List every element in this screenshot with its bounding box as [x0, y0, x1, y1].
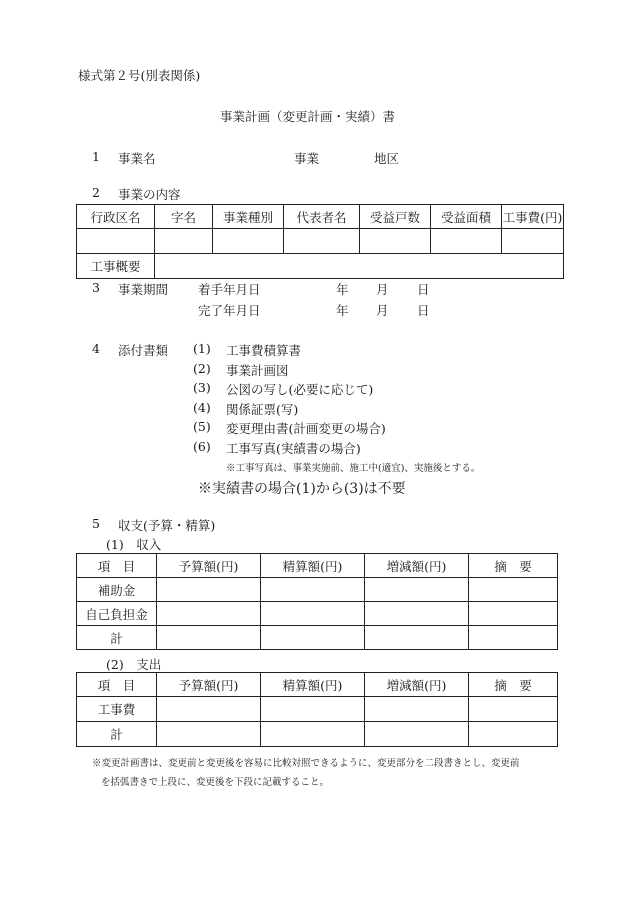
expense-budget-cell[interactable] — [157, 722, 261, 747]
income-title: (1) 収入 — [106, 537, 162, 552]
end-month: 月 — [376, 303, 389, 318]
income-header-budget: 予算額(円) — [157, 554, 261, 578]
photo-note: ※工事写真は、事業実施前、施工中(適宜)、実施後とする。 — [226, 463, 481, 474]
cell-gyoseiku[interactable] — [77, 229, 155, 254]
income-remarks-cell[interactable] — [469, 578, 558, 602]
expense-remarks-cell[interactable] — [469, 697, 558, 722]
attach-item-6: 工事写真(実績書の場合) — [226, 441, 361, 456]
income-table — [76, 553, 558, 650]
attach-num-4: (4) — [193, 400, 211, 415]
income-budget-cell[interactable] — [157, 578, 261, 602]
expense-row — [77, 697, 558, 722]
income-budget-cell[interactable] — [157, 602, 261, 626]
income-settled-cell[interactable] — [261, 578, 365, 602]
expense-header-row — [77, 673, 558, 697]
sec4-number: 4 — [92, 341, 100, 356]
expense-row-label: 工事費 — [77, 697, 157, 722]
cell-kojihi[interactable] — [502, 229, 564, 254]
jisseki-note: ※実績書の場合(1)から(3)は不要 — [198, 481, 406, 497]
attach-item-4: 関係証票(写) — [226, 402, 299, 417]
sec2-label: 事業の内容 — [118, 187, 181, 202]
attach-num-1: (1) — [193, 341, 211, 356]
start-year: 年 — [336, 282, 349, 297]
content-header-row — [77, 205, 564, 229]
document-title: 事業計画（変更計画・実績）書 — [220, 109, 396, 124]
income-budget-cell[interactable] — [157, 626, 261, 650]
income-total-label: 計 — [77, 626, 157, 650]
income-row — [77, 578, 558, 602]
sec3-number: 3 — [92, 280, 100, 295]
expense-total-label: 計 — [77, 722, 157, 747]
content-entry-row — [77, 229, 564, 254]
overview-row — [77, 254, 564, 279]
expense-header-budget: 予算額(円) — [157, 673, 261, 697]
income-change-cell[interactable] — [365, 578, 469, 602]
footnote-line-1: ※変更計画書は、変更前と変更後を容易に比較対照できるように、変更部分を二段書きとし、変更前 — [92, 758, 520, 769]
expense-total-row — [77, 722, 558, 747]
expense-title: (2) 支出 — [106, 657, 162, 672]
sec1-jigyo: 事業 — [294, 151, 320, 166]
content-table — [76, 204, 564, 279]
header-gyoseiku: 行政区名 — [77, 205, 155, 229]
header-azamei: 字名 — [155, 205, 213, 229]
cell-azamei[interactable] — [155, 229, 213, 254]
income-header-row — [77, 554, 558, 578]
attach-item-1: 工事費積算書 — [226, 343, 302, 358]
header-daihyosha: 代表者名 — [284, 205, 360, 229]
attach-num-2: (2) — [193, 361, 211, 376]
header-jigyo-shubetsu: 事業種別 — [213, 205, 284, 229]
income-remarks-cell[interactable] — [469, 626, 558, 650]
attach-item-3: 公図の写し(必要に応じて) — [226, 382, 374, 397]
expense-header-item: 項 目 — [77, 673, 157, 697]
sec5-label: 収支(予算・精算) — [118, 518, 216, 533]
income-total-row — [77, 626, 558, 650]
income-header-settled: 精算額(円) — [261, 554, 365, 578]
income-settled-cell[interactable] — [261, 602, 365, 626]
end-date-label: 完了年月日 — [198, 303, 261, 318]
start-day: 日 — [417, 282, 430, 297]
income-header-remarks: 摘 要 — [469, 554, 558, 578]
income-remarks-cell[interactable] — [469, 602, 558, 626]
sec5-number: 5 — [92, 516, 100, 531]
expense-settled-cell[interactable] — [261, 697, 365, 722]
expense-table — [76, 672, 558, 747]
start-date-label: 着手年月日 — [198, 282, 261, 297]
income-header-change: 増減額(円) — [365, 554, 469, 578]
income-row-label: 補助金 — [77, 578, 157, 602]
income-change-cell[interactable] — [365, 602, 469, 626]
income-change-cell[interactable] — [365, 626, 469, 650]
expense-budget-cell[interactable] — [157, 697, 261, 722]
sec1-number: 1 — [92, 149, 100, 164]
attach-num-5: (5) — [193, 419, 211, 434]
income-row — [77, 602, 558, 626]
expense-header-remarks: 摘 要 — [469, 673, 558, 697]
overview-cell[interactable] — [155, 254, 564, 279]
header-juekimenseki: 受益面積 — [431, 205, 502, 229]
expense-change-cell[interactable] — [365, 722, 469, 747]
cell-juekimenseki[interactable] — [431, 229, 502, 254]
sec4-label: 添付書類 — [118, 343, 169, 358]
attach-item-5: 変更理由書(計画変更の場合) — [226, 421, 386, 436]
cell-juekikosu[interactable] — [360, 229, 431, 254]
attach-num-6: (6) — [193, 439, 211, 454]
income-row-label: 自己負担金 — [77, 602, 157, 626]
form-label: 様式第２号(別表関係) — [78, 68, 201, 83]
expense-change-cell[interactable] — [365, 697, 469, 722]
cell-jigyo-shubetsu[interactable] — [213, 229, 284, 254]
income-settled-cell[interactable] — [261, 626, 365, 650]
expense-settled-cell[interactable] — [261, 722, 365, 747]
header-juekikosu: 受益戸数 — [360, 205, 431, 229]
overview-label: 工事概要 — [77, 254, 155, 279]
attach-num-3: (3) — [193, 380, 211, 395]
expense-header-change: 増減額(円) — [365, 673, 469, 697]
start-month: 月 — [376, 282, 389, 297]
expense-remarks-cell[interactable] — [469, 722, 558, 747]
sec1-chiku: 地区 — [374, 151, 400, 166]
end-day: 日 — [417, 303, 430, 318]
income-header-item: 項 目 — [77, 554, 157, 578]
sec1-label: 事業名 — [118, 151, 156, 166]
header-kojihi: 工事費(円) — [502, 205, 564, 229]
end-year: 年 — [336, 303, 349, 318]
sec3-label: 事業期間 — [118, 282, 169, 297]
expense-header-settled: 精算額(円) — [261, 673, 365, 697]
footnote-line-2: を括弧書きで上段に、変更後を下段に記載すること。 — [101, 777, 330, 788]
cell-daihyosha[interactable] — [284, 229, 360, 254]
sec2-number: 2 — [92, 185, 100, 200]
attach-item-2: 事業計画図 — [226, 363, 289, 378]
